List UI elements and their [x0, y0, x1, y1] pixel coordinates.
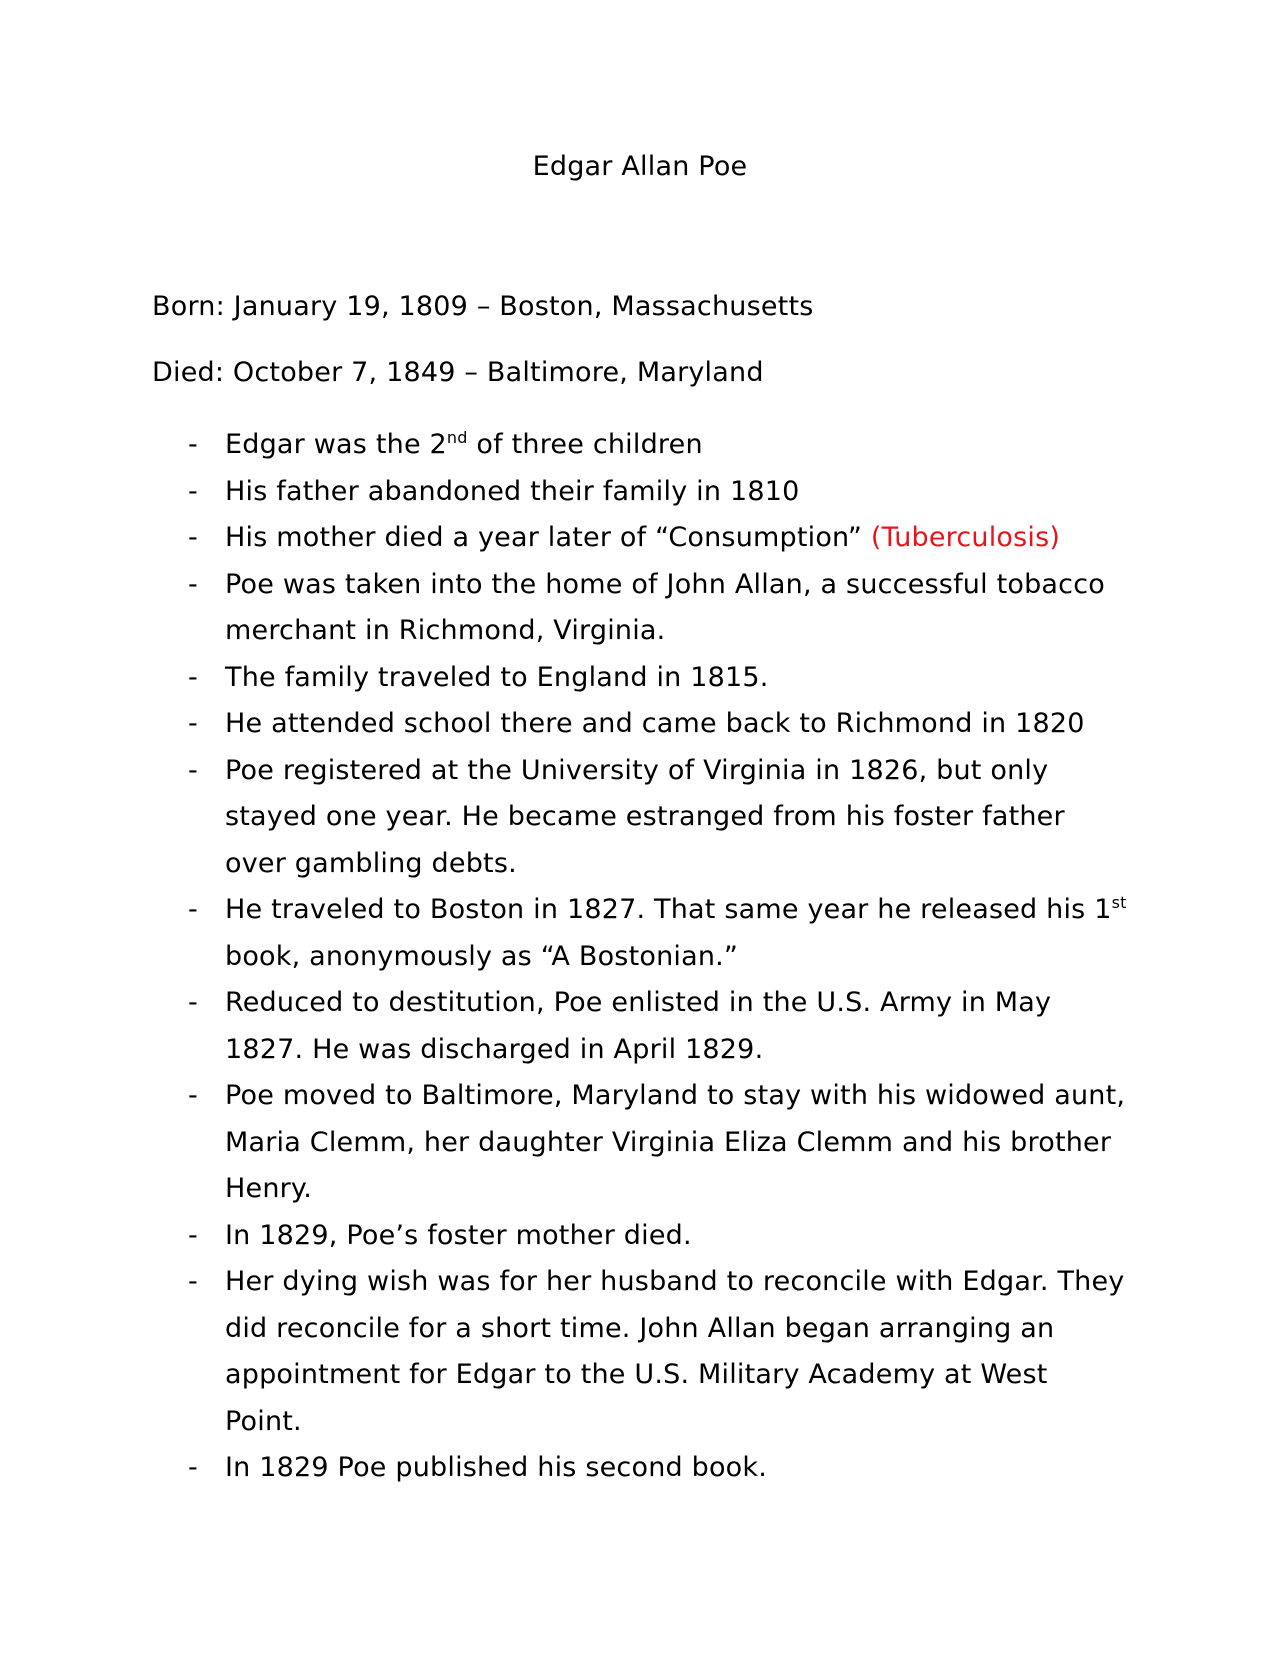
bullet-dash: -: [188, 1219, 198, 1251]
list-item: - His father abandoned their family in 1810: [152, 469, 1132, 516]
bullet-dash: -: [188, 568, 198, 600]
fact-list: [152, 422, 1132, 1492]
bullet-dash: -: [188, 708, 198, 739]
highlighted-note: (Tuberculosis): [870, 522, 1061, 553]
list-item: - Edgar was the 2nd of three children: [152, 422, 1132, 469]
list-item: - In 1829, Poe’s foster mother died.: [152, 1213, 1132, 1260]
bullet-dash: -: [188, 661, 198, 693]
list-item: - Poe moved to Baltimore, Maryland to stay with his widowed aunt, Maria Clemm, her daughter Virginia Eliza Clemm and his brother Henry.: [152, 1073, 1132, 1213]
bullet-dash: -: [188, 1080, 198, 1111]
page-title: Edgar Allan Poe: [532, 151, 748, 182]
list-item: - In 1829 Poe published his second book.: [152, 1445, 1132, 1492]
bullet-dash: -: [188, 1452, 198, 1483]
bullet-dash: -: [188, 754, 198, 786]
born-line: Born: January 19, 1809 – Boston, Massachusetts: [152, 291, 814, 322]
list-item: - He attended school there and came back to Richmond in 1820: [152, 701, 1132, 748]
bullet-dash: -: [188, 987, 198, 1018]
bullet-dash: -: [188, 1266, 198, 1297]
list-item: - Poe was taken into the home of John Allan, a successful tobacco merchant in Richmond, Virginia.: [152, 562, 1132, 655]
list-item: - He traveled to Boston in 1827. That same year he released his 1st book, anonymously as “A Bostonian.”: [152, 887, 1132, 980]
list-item: - The family traveled to England in 1815.: [152, 655, 1132, 702]
bullet-dash: -: [188, 475, 198, 507]
list-item: - His mother died a year later of “Consumption” (Tuberculosis): [152, 515, 1132, 562]
ordinal-suffix: st: [1111, 893, 1127, 912]
list-item: - Reduced to destitution, Poe enlisted in the U.S. Army in May 1827. He was discharged in April 1829.: [152, 980, 1132, 1073]
died-line: Died: October 7, 1849 – Baltimore, Maryland: [152, 357, 764, 388]
ordinal-suffix: nd: [446, 428, 468, 447]
bullet-dash: -: [188, 522, 198, 553]
list-item: - Poe registered at the University of Virginia in 1826, but only stayed one year. He became estranged from his foster father over gambling debts.: [152, 748, 1132, 888]
list-item: - Her dying wish was for her husband to reconcile with Edgar. They did reconcile for a short time. John Allan began arranging an appointment for Edgar to the U.S. Military Academy at West Point.: [152, 1259, 1132, 1445]
bullet-dash: -: [188, 894, 198, 925]
bullet-dash: -: [188, 429, 198, 460]
